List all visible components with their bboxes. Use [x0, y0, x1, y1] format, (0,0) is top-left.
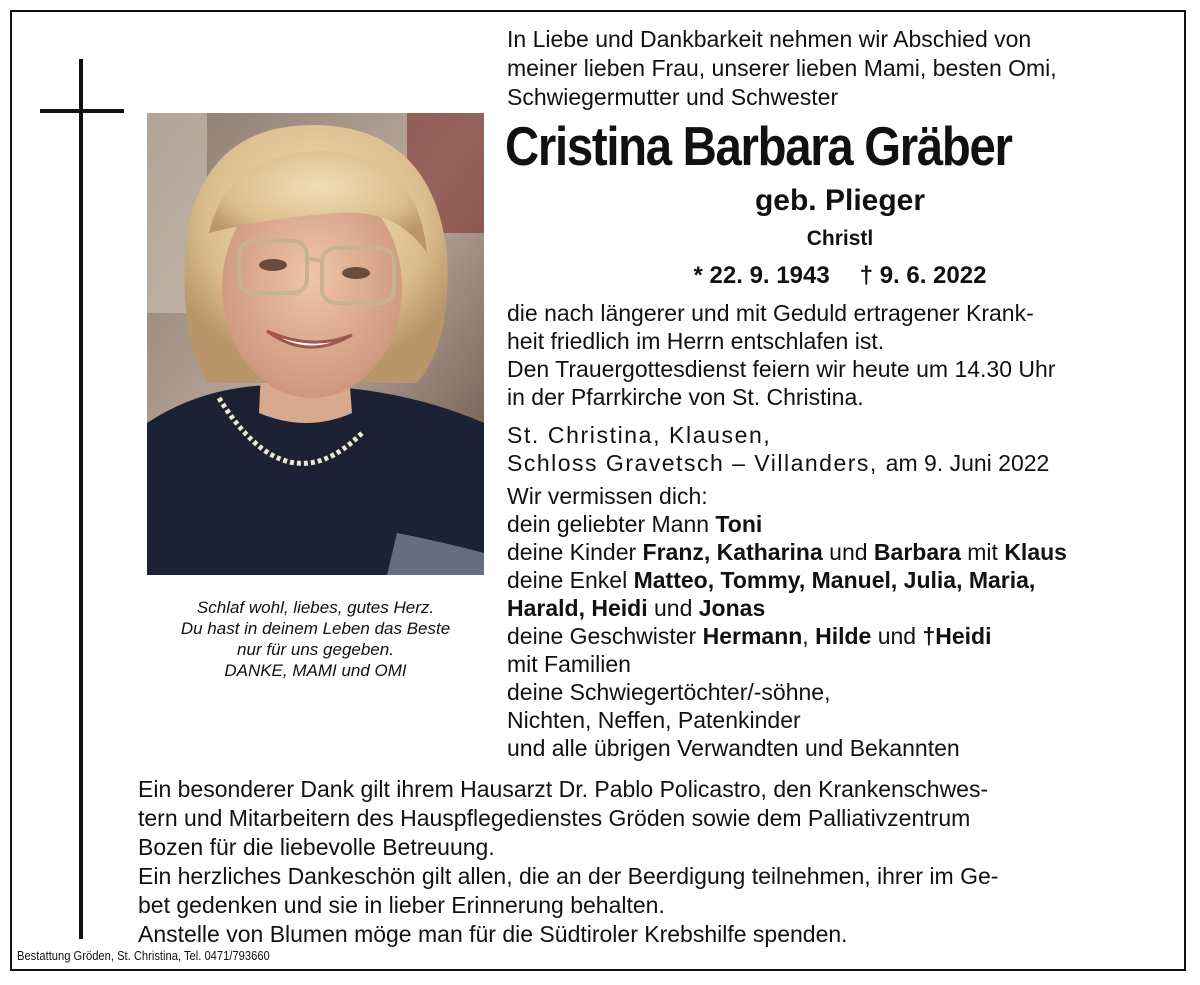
- body-line: heit friedlich im Herrn entschlafen ist.: [507, 328, 885, 354]
- caption-line: nur für uns gegeben.: [237, 640, 394, 659]
- thanks-line: tern und Mitarbeitern des Hauspflegedienstes Gröden sowie dem Palliativzentrum: [138, 805, 971, 831]
- deceased-name: Cristina Barbara Gräber: [505, 115, 1012, 177]
- family-line-families: mit Familien: [507, 651, 631, 677]
- announcement-text: [507, 299, 1177, 411]
- family-line-nieces: Nichten, Neffen, Patenkinder: [507, 707, 801, 733]
- intro-line: Schwiegermutter und Schwester: [507, 84, 839, 110]
- family-line-relatives: und alle übrigen Verwandten und Bekannten: [507, 735, 960, 761]
- portrait-photo: [147, 113, 484, 575]
- date-line: am 9. Juni 2022: [885, 450, 1050, 476]
- family-list: [507, 482, 1177, 762]
- cross-icon: [79, 59, 83, 939]
- death-date: † 9. 6. 2022: [859, 262, 987, 289]
- body-line: Den Trauergottesdienst feiern wir heute um 14.30 Uhr: [507, 356, 1056, 382]
- family-line-siblings: deine Geschwister Hermann, Hilde und †Heidi: [507, 623, 992, 649]
- funeral-home-footer: Bestattung Gröden, St. Christina, Tel. 0471/793660: [17, 948, 270, 963]
- photo-caption: [147, 597, 484, 681]
- life-dates: [500, 260, 1180, 292]
- caption-line: DANKE, MAMI und OMI: [224, 661, 407, 680]
- family-line-grandchildren: deine Enkel Matteo, Tommy, Manuel, Julia, Maria,: [507, 567, 1036, 593]
- nickname: Christl: [806, 227, 874, 250]
- place-and-date: [507, 421, 1177, 477]
- family-line-children: deine Kinder Franz, Katharina und Barbara mit Klaus: [507, 539, 1067, 565]
- birth-name: geb. Plieger: [754, 184, 926, 217]
- intro-line: meiner lieben Frau, unserer lieben Mami, besten Omi,: [507, 55, 1057, 81]
- family-line-inlaws: deine Schwiegertöchter/-söhne,: [507, 679, 831, 705]
- thanks-text: [138, 775, 1168, 949]
- thanks-line: Anstelle von Blumen möge man für die Südtiroler Krebshilfe spenden.: [138, 921, 848, 947]
- body-line: die nach längerer und mit Geduld ertragener Krank-: [507, 300, 1034, 326]
- family-line-grandchildren-2: Harald, Heidi und Jonas: [507, 595, 766, 621]
- cross-icon-bar: [40, 109, 124, 113]
- thanks-line: bet gedenken und sie in lieber Erinnerung behalten.: [138, 892, 665, 918]
- place-line: Schloss Gravetsch – Villanders,: [507, 450, 878, 476]
- thanks-line: Ein besonderer Dank gilt ihrem Hausarzt Dr. Pablo Policastro, den Krankenschwes-: [138, 776, 989, 802]
- intro-line: In Liebe und Dankbarkeit nehmen wir Abschied von: [507, 26, 1032, 52]
- intro-text: [507, 25, 1177, 112]
- family-line-husband: dein geliebter Mann Toni: [507, 511, 763, 537]
- birth-date: * 22. 9. 1943: [693, 262, 830, 289]
- thanks-line: Ein herzliches Dankeschön gilt allen, die an der Beerdigung teilnehmen, ihrer im Ge-: [138, 863, 999, 889]
- place-line: St. Christina, Klausen,: [507, 422, 772, 448]
- caption-line: Schlaf wohl, liebes, gutes Herz.: [196, 598, 435, 617]
- body-line: in der Pfarrkirche von St. Christina.: [507, 384, 864, 410]
- caption-line: Du hast in deinem Leben das Beste: [180, 619, 451, 638]
- family-intro: Wir vermissen dich:: [507, 483, 708, 509]
- thanks-line: Bozen für die liebevolle Betreuung.: [138, 834, 495, 860]
